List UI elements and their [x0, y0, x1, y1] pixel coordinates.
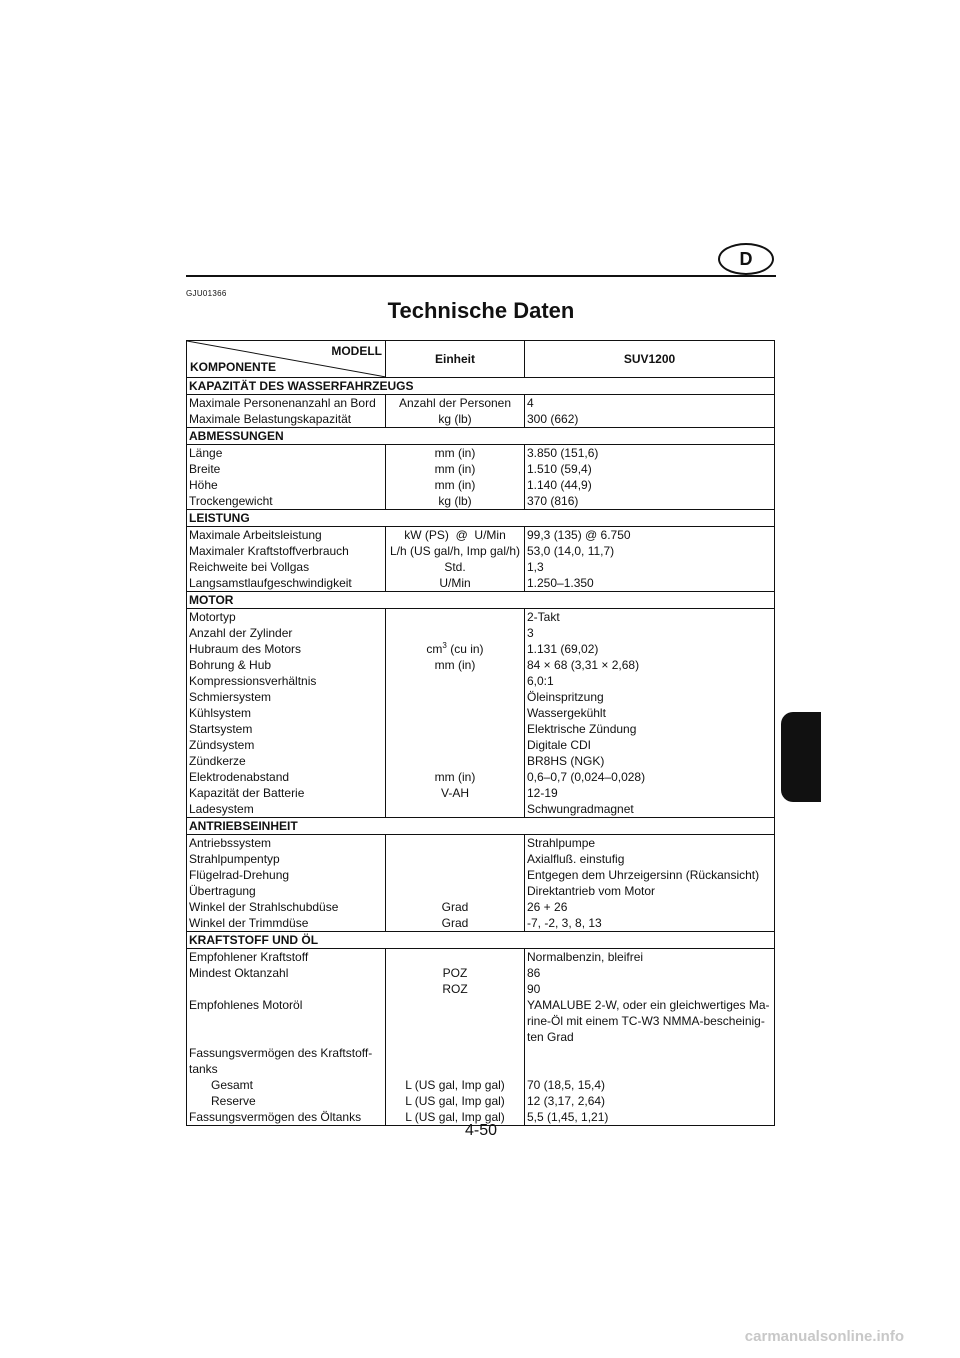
component-cell: Fassungsvermögen des Kraftstoff- [187, 1045, 386, 1061]
table-row [187, 657, 775, 673]
unit-suffix: (cu in) [446, 642, 484, 656]
header-rule [186, 275, 776, 277]
unit-cell [386, 1045, 525, 1061]
table-row [187, 461, 775, 477]
value-cell: 99,3 (135) @ 6.750 [525, 527, 775, 544]
value-cell: Strahlpumpe [525, 835, 775, 852]
unit-cell: kg (lb) [386, 493, 525, 510]
value-cell: rine-Öl mit einem TC-W3 NMMA-bescheinig- [525, 1013, 775, 1029]
header-unit: Einheit [386, 341, 525, 378]
component-cell: Maximale Arbeitsleistung [187, 527, 386, 544]
header-komponente: KOMPONENTE [190, 360, 277, 374]
value-cell: 5,5 (1,45, 1,21) [525, 1109, 775, 1126]
table-row [187, 527, 775, 544]
unit-cell [386, 673, 525, 689]
table-body [187, 378, 775, 1126]
component-cell: Zündsystem [187, 737, 386, 753]
unit-cell: mm (in) [386, 769, 525, 785]
component-cell: Motortyp [187, 609, 386, 626]
unit-cell [386, 753, 525, 769]
value-cell: 53,0 (14,0, 11,7) [525, 543, 775, 559]
language-badge: D [718, 243, 774, 275]
component-cell: Flügelrad-Drehung [187, 867, 386, 883]
unit-cell [386, 997, 525, 1013]
unit-cell: V-AH [386, 785, 525, 801]
value-cell: 370 (816) [525, 493, 775, 510]
unit-cell: U/Min [386, 575, 525, 592]
section-title: ABMESSUNGEN [187, 428, 775, 445]
table-row [187, 851, 775, 867]
unit-cell [386, 721, 525, 737]
component-cell: Gesamt [187, 1077, 386, 1093]
table-row [187, 625, 775, 641]
value-cell: 0,6–0,7 (0,024–0,028) [525, 769, 775, 785]
table-row [187, 753, 775, 769]
unit-cell [386, 689, 525, 705]
unit-cell: POZ [386, 965, 525, 981]
value-cell: 90 [525, 981, 775, 997]
value-cell: Direktantrieb vom Motor [525, 883, 775, 899]
table-row [187, 785, 775, 801]
table-row [187, 981, 775, 997]
unit-cell: Anzahl der Personen [386, 395, 525, 412]
component-cell: Empfohlenes Motoröl [187, 997, 386, 1013]
unit-cell [386, 801, 525, 818]
component-cell: Antriebssystem [187, 835, 386, 852]
section-title: KRAFTSTOFF UND ÖL [187, 932, 775, 949]
table-row [187, 867, 775, 883]
table-row [187, 1045, 775, 1061]
table-row [187, 965, 775, 981]
value-cell: 1,3 [525, 559, 775, 575]
value-cell: Schwungradmagnet [525, 801, 775, 818]
value-cell [525, 1061, 775, 1077]
table-row [187, 641, 775, 657]
component-cell: Reichweite bei Vollgas [187, 559, 386, 575]
value-cell: 84 × 68 (3,31 × 2,68) [525, 657, 775, 673]
unit-cell [386, 949, 525, 966]
unit-cell [386, 625, 525, 641]
table-row [187, 915, 775, 932]
table-row [187, 543, 775, 559]
value-cell: 3 [525, 625, 775, 641]
table-row [187, 689, 775, 705]
component-cell: Schmiersystem [187, 689, 386, 705]
table-row [187, 883, 775, 899]
value-cell: Normalbenzin, bleifrei [525, 949, 775, 966]
value-cell: Öleinspritzung [525, 689, 775, 705]
component-cell: Höhe [187, 477, 386, 493]
component-cell: Maximale Personenanzahl an Bord [187, 395, 386, 412]
component-cell: Zündkerze [187, 753, 386, 769]
unit-cell: kg (lb) [386, 411, 525, 428]
table-row [187, 769, 775, 785]
table-row [187, 801, 775, 818]
component-cell: Breite [187, 461, 386, 477]
component-cell: Kühlsystem [187, 705, 386, 721]
unit-cell: Grad [386, 899, 525, 915]
table-row [187, 575, 775, 592]
component-cell: Maximale Belastungskapazität [187, 411, 386, 428]
table-row [187, 1061, 775, 1077]
value-cell: 300 (662) [525, 411, 775, 428]
table-row [187, 835, 775, 852]
unit-cell [386, 851, 525, 867]
section-row [187, 428, 775, 445]
component-cell: Elektrodenabstand [187, 769, 386, 785]
value-cell: 26 + 26 [525, 899, 775, 915]
value-cell: 2-Takt [525, 609, 775, 626]
value-cell: 12 (3,17, 2,64) [525, 1093, 775, 1109]
table-row [187, 445, 775, 462]
component-cell: Strahlpumpentyp [187, 851, 386, 867]
section-row [187, 932, 775, 949]
unit-cell: mm (in) [386, 461, 525, 477]
table-row [187, 899, 775, 915]
value-cell: Digitale CDI [525, 737, 775, 753]
table-row [187, 721, 775, 737]
section-title: MOTOR [187, 592, 775, 609]
table-row [187, 949, 775, 966]
header-modell-komponente [187, 341, 386, 378]
component-cell: Hubraum des Motors [187, 641, 386, 657]
page-title: Technische Daten [387, 298, 575, 323]
table-header-row [187, 341, 775, 378]
component-cell: Mindest Oktanzahl [187, 965, 386, 981]
value-cell: Elektrische Zündung [525, 721, 775, 737]
component-cell [187, 981, 386, 997]
component-cell: Winkel der Trimmdüse [187, 915, 386, 932]
component-cell: Trockengewicht [187, 493, 386, 510]
table-row [187, 705, 775, 721]
unit-cell [386, 883, 525, 899]
value-cell: Entgegen dem Uhrzeigersinn (Rückansicht) [525, 867, 775, 883]
component-cell: Reserve [187, 1093, 386, 1109]
component-cell: Übertragung [187, 883, 386, 899]
unit-cell [386, 641, 525, 657]
value-cell: 12-19 [525, 785, 775, 801]
value-cell: BR8HS (NGK) [525, 753, 775, 769]
specifications-table [186, 340, 775, 1126]
value-cell: 1.510 (59,4) [525, 461, 775, 477]
chapter-tab [781, 712, 821, 802]
value-cell: 1.131 (69,02) [525, 641, 775, 657]
unit-cell [386, 737, 525, 753]
document-code: GJU01366 [186, 289, 227, 298]
table-row [187, 559, 775, 575]
unit-cell [386, 1029, 525, 1045]
component-cell: Länge [187, 445, 386, 462]
table-row [187, 673, 775, 689]
value-cell: Wassergekühlt [525, 705, 775, 721]
component-cell: Maximaler Kraftstoffverbrauch [187, 543, 386, 559]
value-cell: 1.140 (44,9) [525, 477, 775, 493]
component-cell [187, 1013, 386, 1029]
component-cell: Ladesystem [187, 801, 386, 818]
component-cell: Winkel der Strahlschubdüse [187, 899, 386, 915]
unit-cell: kW (PS) @ U/Min [386, 527, 525, 544]
table-row [187, 411, 775, 428]
unit-cell: L (US gal, Imp gal) [386, 1093, 525, 1109]
value-cell: 70 (18,5, 15,4) [525, 1077, 775, 1093]
value-cell: 4 [525, 395, 775, 412]
unit-cell: L (US gal, Imp gal) [386, 1109, 525, 1126]
value-cell: 1.250–1.350 [525, 575, 775, 592]
component-cell: Kapazität der Batterie [187, 785, 386, 801]
table-row [187, 1029, 775, 1045]
section-title: LEISTUNG [187, 510, 775, 527]
value-cell: 6,0:1 [525, 673, 775, 689]
value-cell: YAMALUBE 2-W, oder ein gleichwertiges Ma- [525, 997, 775, 1013]
page-number: 4-50 [464, 1122, 498, 1139]
unit-cell [386, 1013, 525, 1029]
unit-cell: mm (in) [386, 657, 525, 673]
table-row [187, 737, 775, 753]
section-title: ANTRIEBSEINHEIT [187, 818, 775, 835]
unit-text: cm [426, 642, 443, 656]
value-cell: -7, -2, 3, 8, 13 [525, 915, 775, 932]
table-row [187, 997, 775, 1013]
unit-cell: Std. [386, 559, 525, 575]
unit-cell: mm (in) [386, 445, 525, 462]
section-title: KAPAZITÄT DES WASSERFAHRZEUGS [187, 378, 775, 395]
unit-cell: ROZ [386, 981, 525, 997]
header-model: SUV1200 [525, 341, 775, 378]
unit-cell: L (US gal, Imp gal) [386, 1077, 525, 1093]
table-row [187, 1093, 775, 1109]
unit-cell [386, 609, 525, 626]
component-cell: Startsystem [187, 721, 386, 737]
unit-cell [386, 867, 525, 883]
value-cell [525, 1045, 775, 1061]
component-cell: Fassungsvermögen des Öltanks [187, 1109, 386, 1126]
component-cell: Anzahl der Zylinder [187, 625, 386, 641]
value-cell: 3.850 (151,6) [525, 445, 775, 462]
unit-cell [386, 835, 525, 852]
component-cell: Langsamstlaufgeschwindigkeit [187, 575, 386, 592]
section-row [187, 378, 775, 395]
unit-cell: L/h (US gal/h, Imp gal/h) [386, 543, 525, 559]
component-cell: Bohrung & Hub [187, 657, 386, 673]
table-row [187, 395, 775, 412]
unit-superscript: 3 [442, 641, 447, 650]
section-row [187, 818, 775, 835]
component-cell: tanks [187, 1061, 386, 1077]
section-row [187, 510, 775, 527]
value-cell: 86 [525, 965, 775, 981]
unit-cell: mm (in) [386, 477, 525, 493]
watermark: carmanualsonline.info [744, 1328, 904, 1345]
header-modell: MODELL [331, 344, 382, 358]
table-row [187, 477, 775, 493]
table-row [187, 493, 775, 510]
table-row [187, 609, 775, 626]
table-row [187, 1077, 775, 1093]
unit-cell [386, 705, 525, 721]
component-cell: Empfohlener Kraftstoff [187, 949, 386, 966]
component-cell [187, 1029, 386, 1045]
unit-cell: Grad [386, 915, 525, 932]
section-row [187, 592, 775, 609]
component-cell: Kompressionsverhältnis [187, 673, 386, 689]
unit-cell [386, 1061, 525, 1077]
table-row [187, 1013, 775, 1029]
value-cell: ten Grad [525, 1029, 775, 1045]
value-cell: Axialfluß. einstufig [525, 851, 775, 867]
